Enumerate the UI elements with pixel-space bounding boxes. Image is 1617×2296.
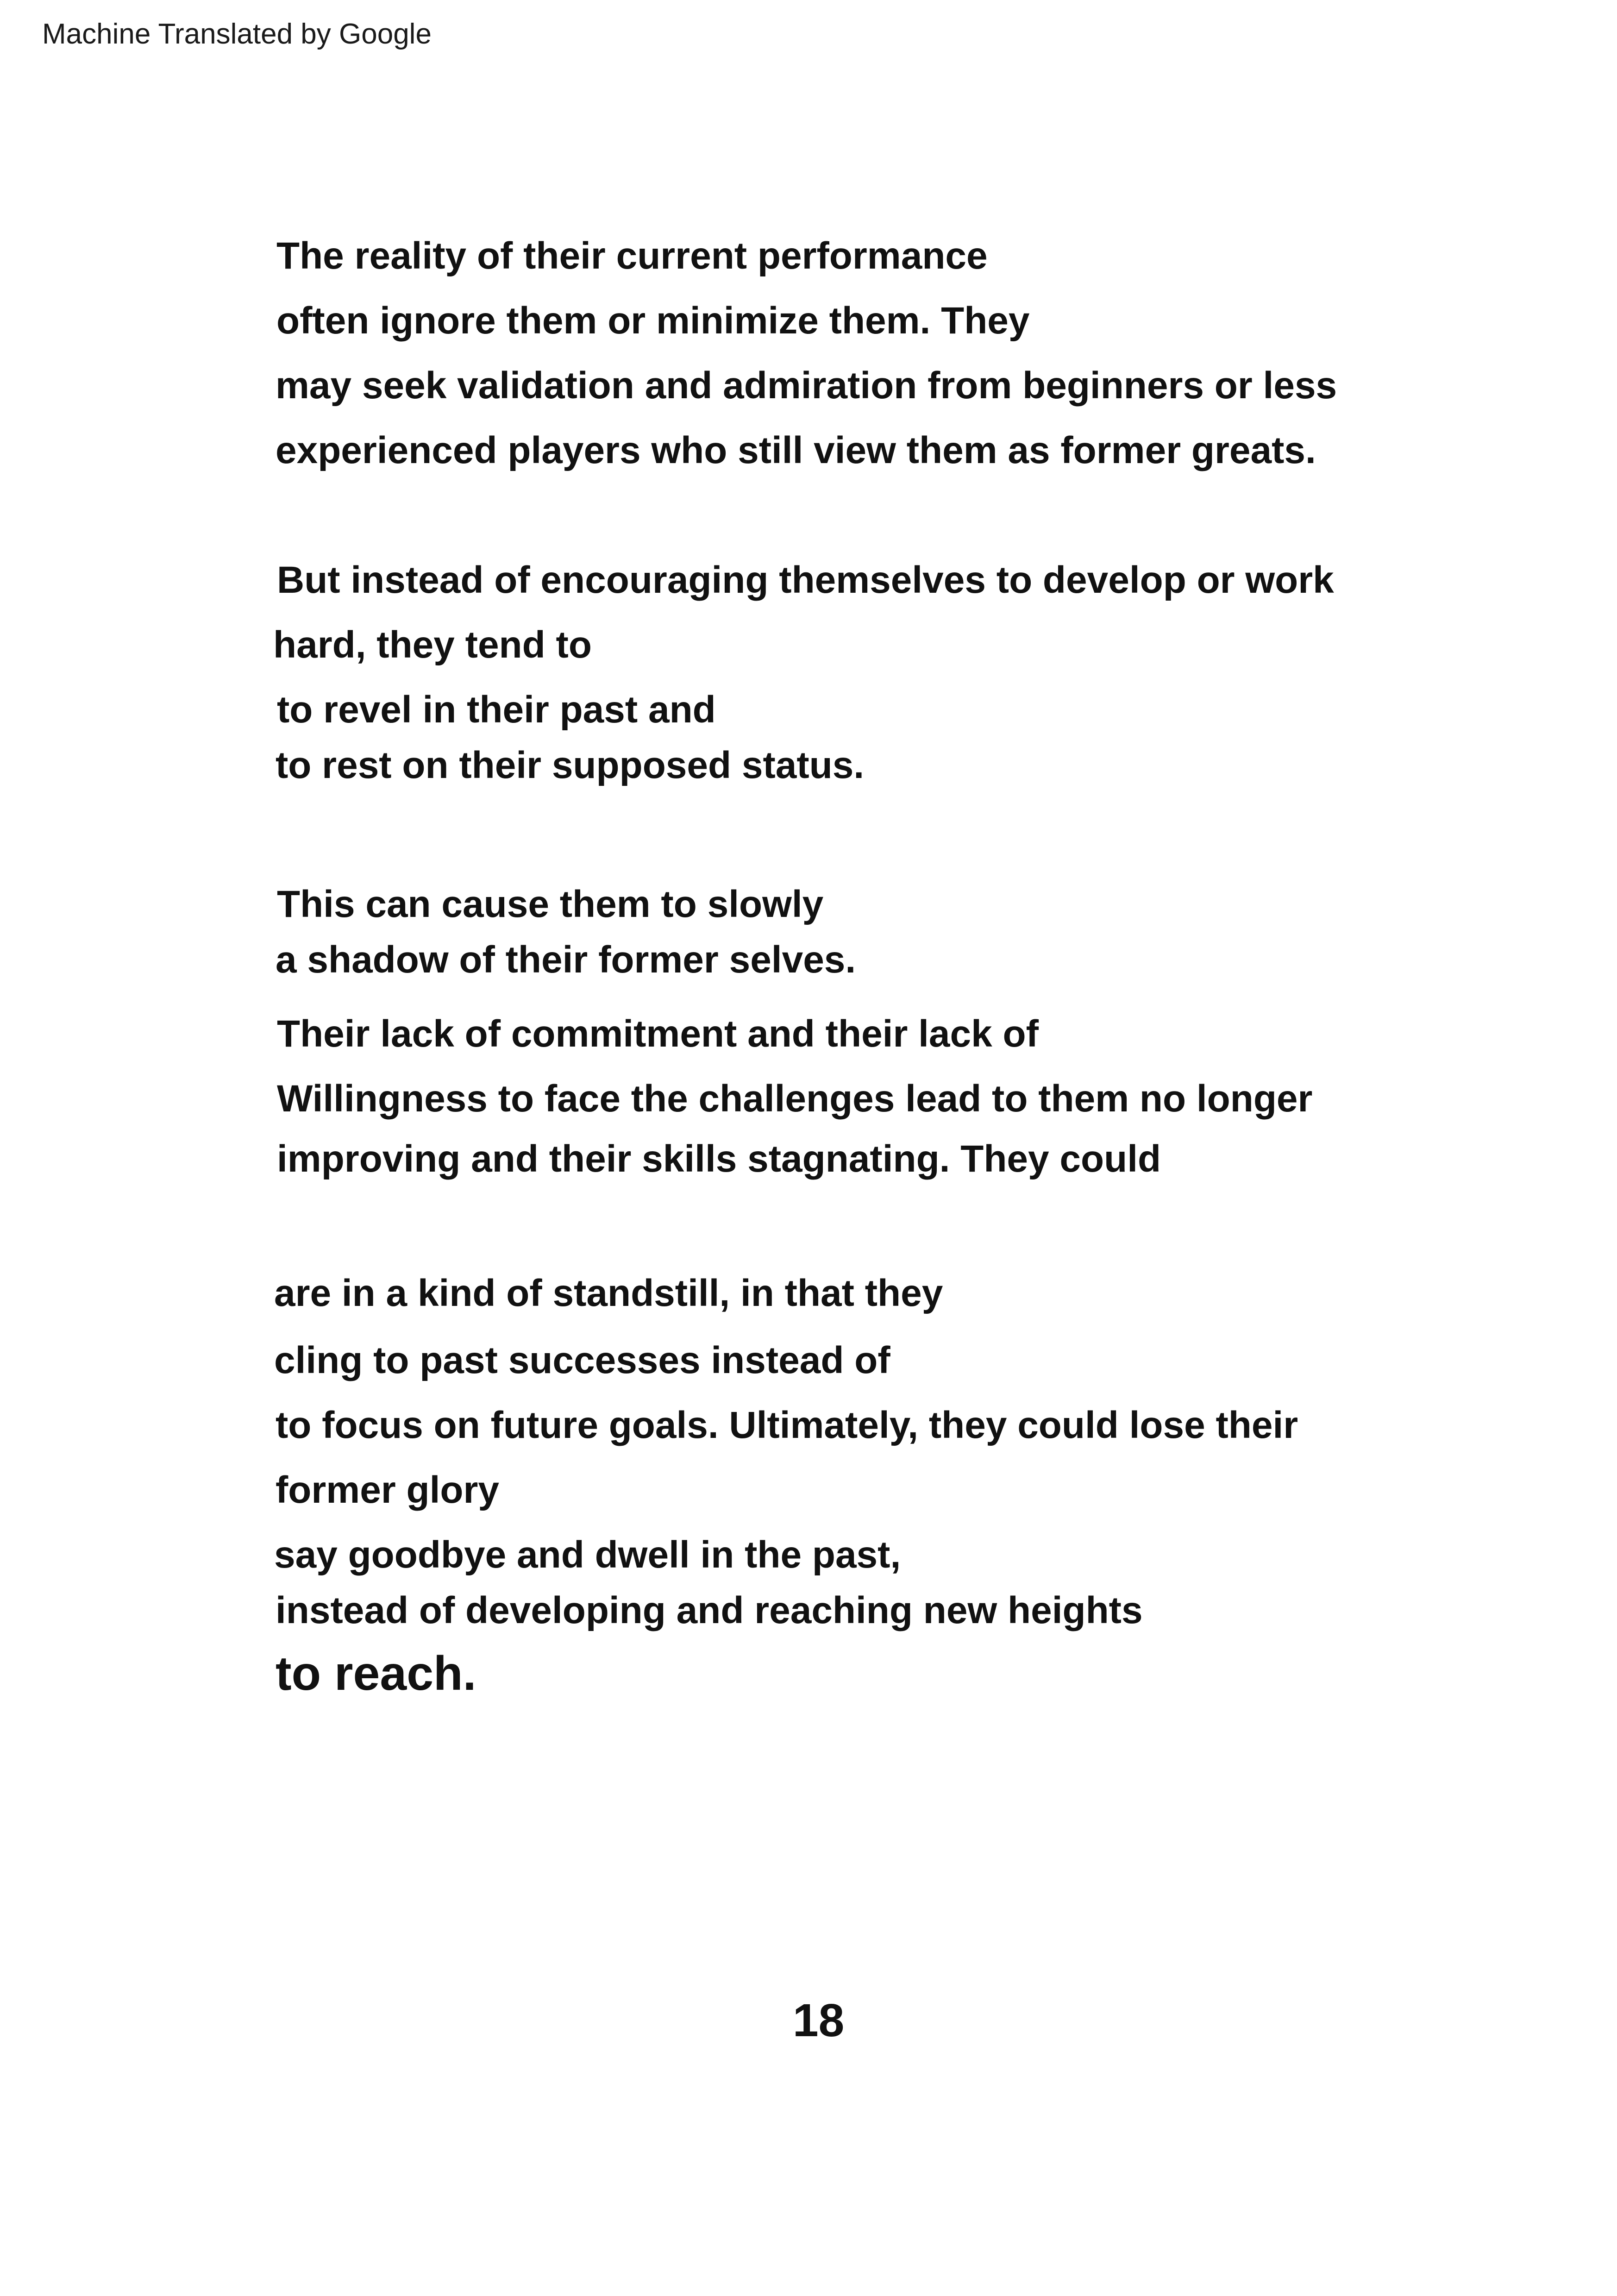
text-line: Willingness to face the challenges lead to them no longer bbox=[277, 1078, 1313, 1120]
text-line: are in a kind of standstill, in that they bbox=[274, 1272, 943, 1314]
text-line: improving and their skills stagnating. They could bbox=[277, 1138, 1161, 1180]
text-line: The reality of their current performance bbox=[276, 235, 988, 277]
text-line: to focus on future goals. Ultimately, they could lose their bbox=[276, 1404, 1298, 1446]
text-line: Their lack of commitment and their lack of bbox=[277, 1013, 1039, 1055]
text-line: But instead of encouraging themselves to develop or work bbox=[277, 559, 1334, 601]
text-line-final: to reach. bbox=[276, 1647, 476, 1700]
page-number: 18 bbox=[793, 1995, 845, 2046]
text-line: a shadow of their former selves. bbox=[276, 939, 856, 981]
text-line: instead of developing and reaching new heights bbox=[276, 1589, 1143, 1631]
text-line: former glory bbox=[276, 1469, 499, 1511]
text-line: hard, they tend to bbox=[273, 624, 592, 666]
text-line: may seek validation and admiration from beginners or less bbox=[276, 364, 1337, 407]
text-line: often ignore them or minimize them. They bbox=[276, 300, 1030, 342]
text-line: experienced players who still view them as former greats. bbox=[276, 429, 1316, 471]
text-line: say goodbye and dwell in the past, bbox=[274, 1534, 901, 1576]
text-line: to rest on their supposed status. bbox=[276, 744, 865, 786]
text-line: cling to past successes instead of bbox=[274, 1339, 890, 1381]
text-line: This can cause them to slowly bbox=[277, 883, 824, 925]
machine-translation-notice: Machine Translated by Google bbox=[42, 18, 432, 50]
text-line: to revel in their past and bbox=[277, 689, 716, 731]
